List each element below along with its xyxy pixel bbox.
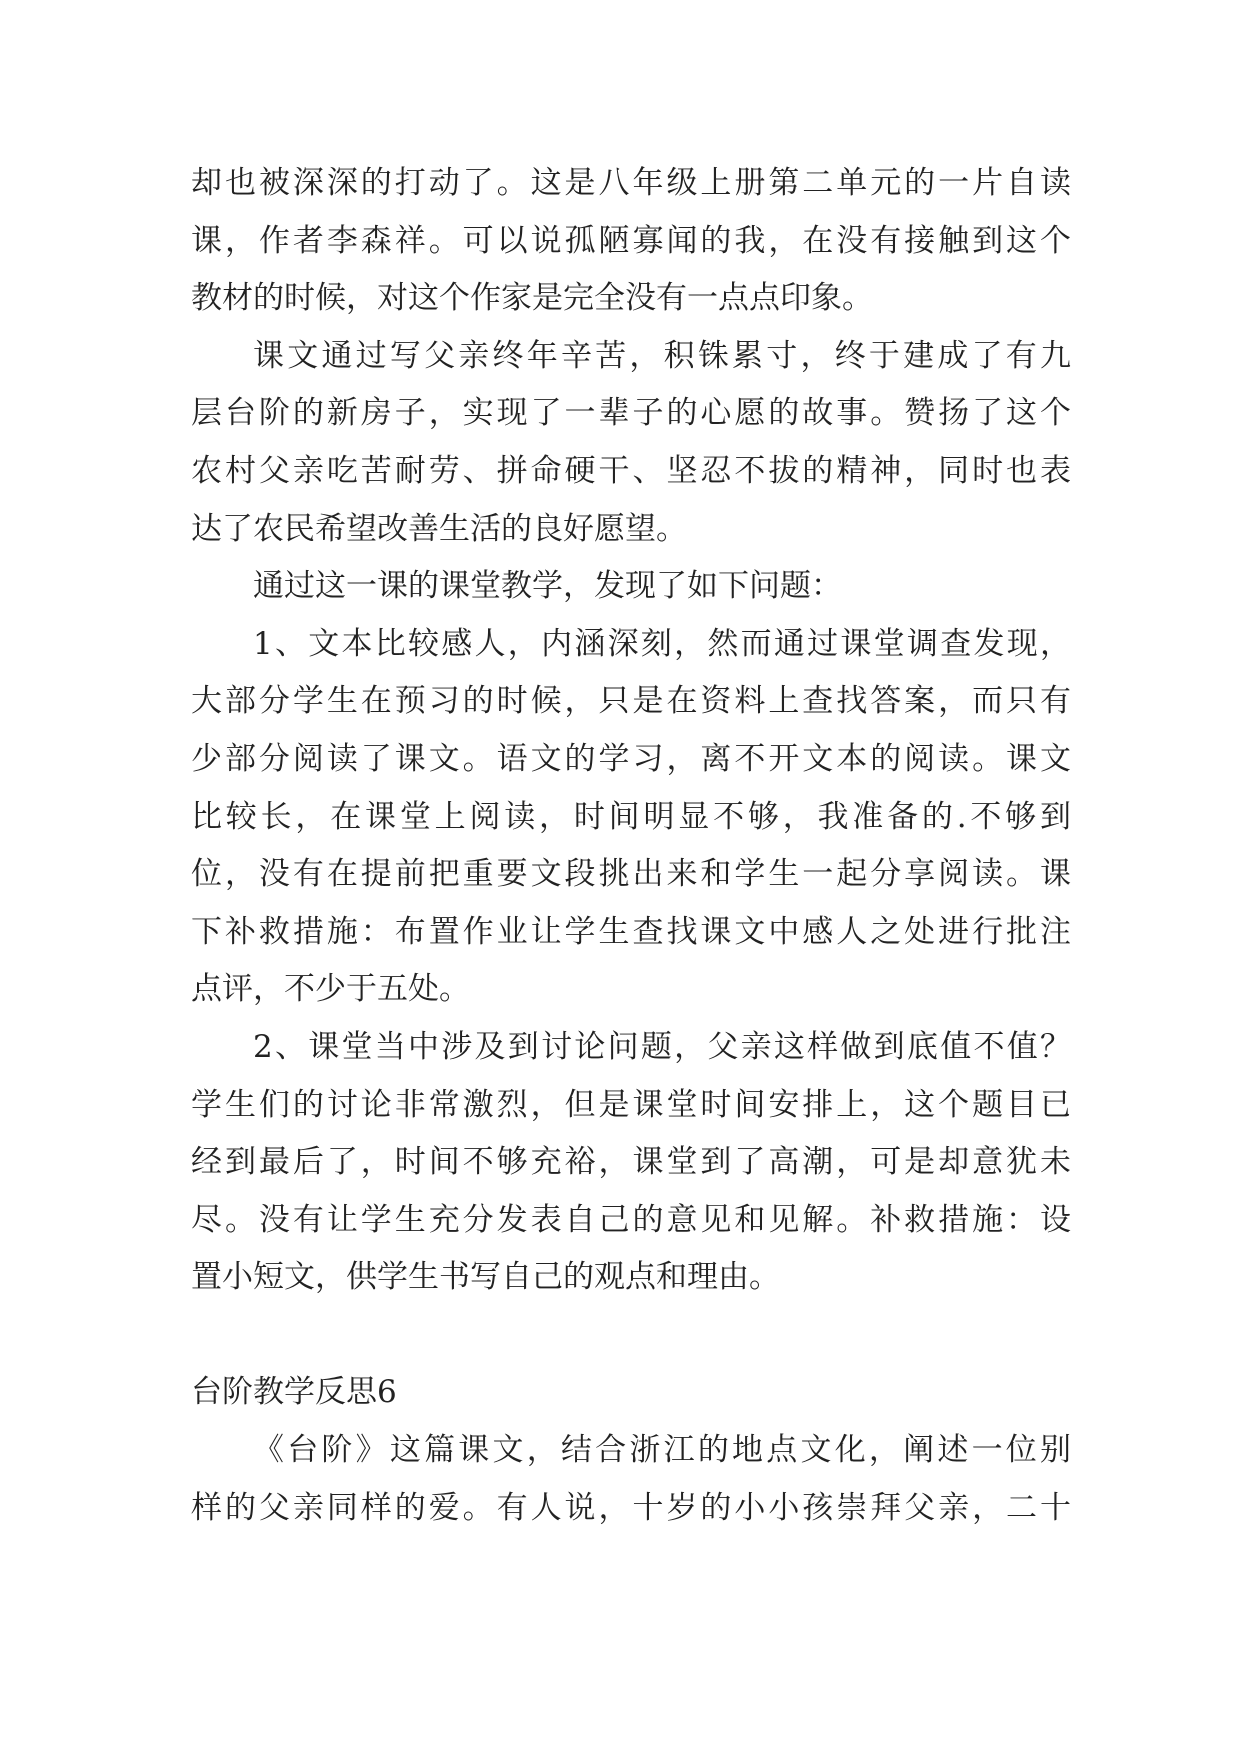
text-line: 教材的时候，对这个作家是完全没有一点点印象。 [191, 280, 873, 317]
text-line: 位，没有在提前把重要文段挑出来和学生一起分享阅读。课 [191, 856, 1071, 893]
paragraph-1 [191, 155, 1071, 328]
text-line: 尽。没有让学生充分发表自己的意见和见解。补救措施：设 [191, 1201, 1071, 1238]
text-line: 置小短文，供学生书写自己的观点和理由。 [191, 1259, 780, 1296]
paragraph-4 [191, 616, 1071, 1019]
text-line: 大部分学生在预习的时候，只是在资料上查找答案，而只有 [191, 683, 1071, 720]
paragraph-2 [191, 328, 1071, 558]
text-line: 点评，不少于五处。 [191, 971, 470, 1008]
paragraph-3 [191, 558, 1071, 616]
document-body [191, 155, 1071, 1537]
text-line: 层台阶的新房子，实现了一辈子的心愿的故事。赞扬了这个 [191, 395, 1071, 432]
text-line: 却也被深深的打动了。这是八年级上册第二单元的一片自读 [191, 165, 1071, 201]
text-line: 少部分阅读了课文。语文的学习，离不开文本的阅读。课文 [191, 740, 1071, 777]
text-line: 下补救措施：布置作业让学生查找课文中感人之处进行批注 [191, 913, 1071, 950]
text-line: 比较长，在课堂上阅读，时间明显不够，我准备的.不够到 [191, 798, 1071, 835]
text-line: 学生们的讨论非常激烈，但是课堂时间安排上，这个题目已 [191, 1086, 1071, 1123]
paragraph-5 [191, 1019, 1071, 1307]
text-line: 达了农民希望改善生活的良好愿望。 [191, 510, 687, 547]
text-line: 课文通过写父亲终年辛苦，积铢累寸，终于建成了有九 [253, 337, 1071, 374]
text-line: 《台阶》这篇课文，结合浙江的地点文化，阐述一位别 [253, 1432, 1071, 1469]
text-line: 2、课堂当中涉及到讨论问题，父亲这样做到底值不值？ [253, 1028, 1071, 1065]
text-line: 课，作者李森祥。可以说孤陋寡闻的我，在没有接触到这个 [191, 222, 1071, 259]
text-line: 经到最后了，时间不够充裕，课堂到了高潮，可是却意犹未 [191, 1144, 1071, 1181]
section-gap [191, 1307, 1071, 1365]
paragraph-6 [191, 1422, 1071, 1537]
section-heading: 台阶教学反思6 [191, 1374, 397, 1411]
text-line: 1、文本比较感人，内涵深刻，然而通过课堂调查发现， [253, 625, 1071, 662]
text-line: 样的父亲同样的爱。有人说，十岁的小小孩崇拜父亲，二十 [191, 1489, 1071, 1526]
text-line: 通过这一课的课堂教学，发现了如下问题： [253, 568, 842, 605]
text-line: 农村父亲吃苦耐劳、拼命硬干、坚忍不拔的精神，同时也表 [191, 452, 1071, 489]
